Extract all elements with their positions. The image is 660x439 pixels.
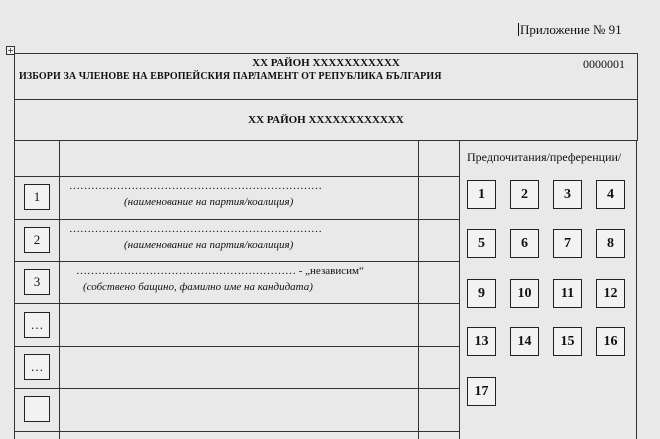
row-number-box[interactable] [24, 396, 50, 422]
grid-line [59, 140, 60, 439]
preference-box[interactable]: 14 [510, 327, 539, 356]
row-number-box[interactable]: … [24, 354, 50, 380]
preference-box[interactable]: 8 [596, 229, 625, 258]
grid-line [14, 346, 459, 347]
grid-line [459, 140, 460, 439]
party-caption: (наименование на партия/коалиция) [124, 196, 294, 208]
preference-box[interactable]: 5 [467, 229, 496, 258]
region-subheader: ХХ РАЙОН ХХХХХХХХХХХХ [14, 98, 638, 141]
preference-box[interactable]: 9 [467, 279, 496, 308]
grid-line [636, 140, 637, 439]
party-caption: (наименование на партия/коалиция) [124, 239, 294, 251]
row-number-box[interactable]: … [24, 312, 50, 338]
grid-line [14, 219, 459, 220]
preference-box[interactable]: 13 [467, 327, 496, 356]
preference-box[interactable]: 10 [510, 279, 539, 308]
grid-line [14, 303, 459, 304]
grid-line [14, 261, 459, 262]
grid-line [14, 176, 459, 177]
row-number-box[interactable]: 1 [24, 184, 50, 210]
candidate-name-placeholder: …………………………………………………… - „независим“ [76, 265, 364, 277]
row-number-box[interactable]: 2 [24, 227, 50, 253]
ballot-code: 0000001 [583, 57, 625, 71]
preference-box[interactable]: 3 [553, 180, 582, 209]
preference-box[interactable]: 2 [510, 180, 539, 209]
row-number-box[interactable]: 3 [24, 269, 50, 295]
ballot-header [14, 53, 638, 100]
grid-line [14, 140, 15, 439]
preference-box[interactable]: 4 [596, 180, 625, 209]
preference-box[interactable]: 16 [596, 327, 625, 356]
table-anchor-icon[interactable]: + [7, 46, 14, 55]
preference-box[interactable]: 15 [553, 327, 582, 356]
party-name-placeholder: …………………………………………………………… [69, 223, 322, 235]
grid-line [14, 431, 459, 432]
preference-box[interactable]: 7 [553, 229, 582, 258]
preference-box[interactable]: 11 [553, 279, 582, 308]
region-line: ХХ РАЙОН ХХХХХХХХХХХ [252, 57, 400, 69]
grid-line [418, 140, 419, 439]
preference-box[interactable]: 12 [596, 279, 625, 308]
text-cursor [518, 23, 519, 36]
candidate-caption: (собствено бащино, фамилно име на кандидата) [83, 281, 313, 293]
preferences-title: Предпочитания/преференции/ [467, 150, 622, 164]
grid-line [14, 388, 459, 389]
party-name-placeholder: …………………………………………………………… [69, 180, 322, 192]
preference-box[interactable]: 6 [510, 229, 539, 258]
preference-box[interactable]: 1 [467, 180, 496, 209]
annex-label: Приложение № 91 [520, 22, 622, 37]
election-title: ИЗБОРИ ЗА ЧЛЕНОВЕ НА ЕВРОПЕЙСКИЯ ПАРЛАМЕНТ ОТ РЕПУБЛИКА БЪЛГАРИЯ [19, 71, 442, 82]
preference-box[interactable]: 17 [467, 377, 496, 406]
